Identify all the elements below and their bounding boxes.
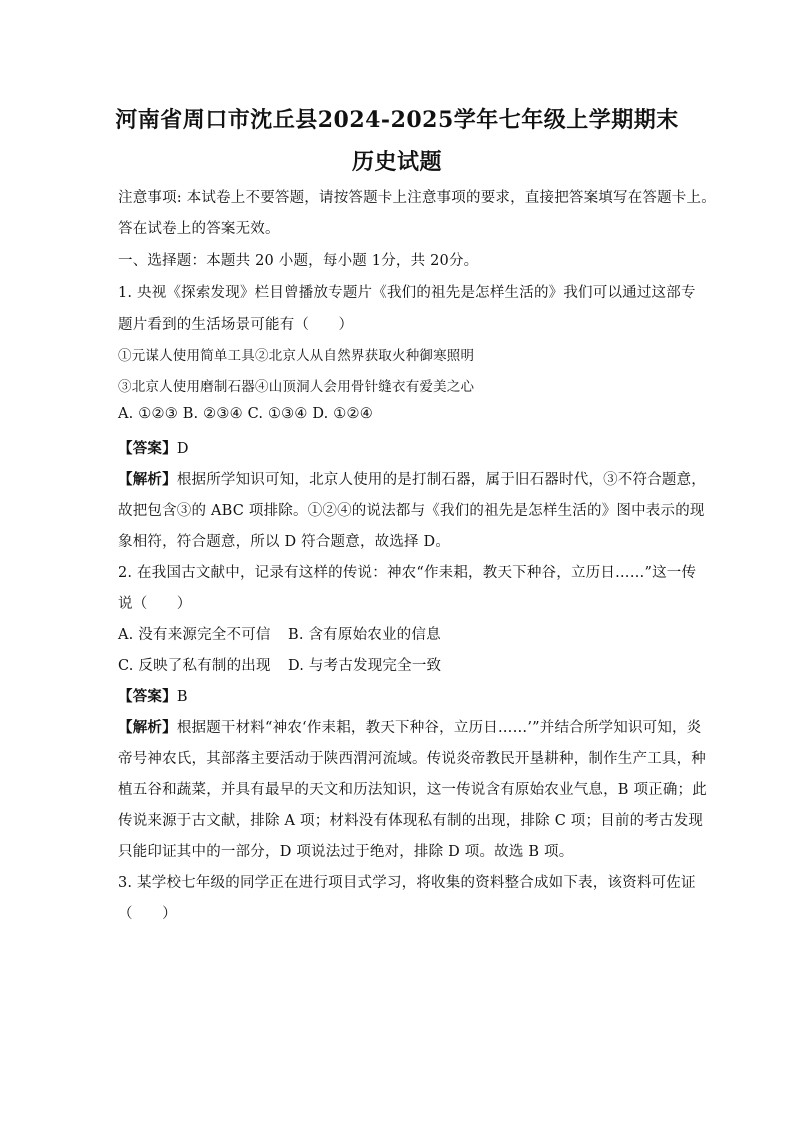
q1-options: A. ①②③ B. ②③④ C. ①③④ D. ①②④	[118, 406, 373, 422]
page-subtitle: 历史试题	[351, 149, 442, 175]
q2-option-c: C. 反映了私有制的出现	[118, 658, 271, 674]
q1-analysis-3: 象相符，符合题意，所以 D 符合题意，故选择 D。	[118, 534, 451, 550]
answer-value: B	[176, 689, 188, 705]
q2-options-row-1	[118, 623, 688, 644]
q2-stem-1: 2. 在我国古文献中，记录有这样的传说：神农“作耒耜，教天下种谷，立历日……”这一传	[118, 565, 697, 581]
notice-line-1: 注意事项: 本试卷上不要答题，请按答题卡上注意事项的要求，直接把答案填写在答题卡上。	[118, 190, 716, 206]
q2-analysis-3: 植五谷和蔬菜，并具有最早的天文和历法知识，这一传说含有原始农业气息，B 项正确；此	[118, 782, 707, 798]
q2-analysis-1	[118, 716, 702, 737]
q1-analysis-2: 故把包含③的 ABC 项排除。①②④的说法都与《我们的祖先是怎样生活的》图中表示的现	[118, 503, 705, 519]
q2-analysis-5: 只能印证其中的一部分，D 项说法过于绝对，排除 D 项。故选 B 项。	[118, 844, 574, 860]
q2-answer	[118, 685, 688, 706]
page-title: 河南省周口市沈丘县2024-2025学年七年级上学期期末	[115, 107, 679, 133]
q1-item-1: ①元谋人使用简单工具②北京人从自然界获取火种御寒照明	[118, 348, 475, 364]
q3-stem-1: 3. 某学校七年级的同学正在进行项目式学习，将收集的资料整合成如下表，该资料可佐证	[118, 875, 696, 891]
q2-analysis-4: 传说来源于古文献，排除 A 项；材料没有体现私有制的出现，排除 C 项；目前的考古发现	[118, 813, 704, 829]
analysis-label: 【解析】	[118, 719, 177, 736]
q2-options-row-2	[118, 654, 688, 675]
analysis-label: 【解析】	[118, 471, 177, 488]
q1-analysis-1	[118, 468, 707, 489]
q1-stem-2: 题片看到的生活场景可能有（ ）	[118, 317, 354, 333]
section-heading: 一、选择题：本题共 20 小题，每小题 1分，共 20分。	[118, 253, 479, 269]
q3-stem-2: （ ）	[118, 906, 177, 922]
answer-value: D	[176, 441, 189, 457]
q2-option-a: A. 没有来源完全不可信	[118, 627, 271, 643]
notice-line-2: 答在试卷上的答案无效。	[118, 221, 280, 237]
q1-answer	[118, 437, 688, 458]
q2-analysis-2: 帝号神农氏，其部落主要活动于陕西渭河流域。传说炎帝教民开垦耕种，制作生产工具，种	[118, 751, 706, 767]
q1-item-2: ③北京人使用磨制石器④山顶洞人会用骨针缝衣有爱美之心	[118, 379, 475, 395]
answer-label: 【答案】	[118, 688, 177, 705]
analysis-text: 根据所学知识可知，北京人使用的是打制石器，属于旧石器时代，③不符合题意，	[176, 472, 707, 488]
q2-option-b: B. 含有原始农业的信息	[288, 627, 441, 643]
answer-label: 【答案】	[118, 440, 177, 457]
q2-option-d: D. 与考古发现完全一致	[288, 658, 442, 674]
q1-stem-1: 1. 央视《探索发现》栏目曾播放专题片《我们的祖先是怎样生活的》我们可以通过这部专	[118, 285, 696, 301]
q2-stem-2: 说（ ）	[118, 596, 192, 612]
analysis-text: 根据题干材料“神农‘作耒耜，教天下种谷，立历日……’”并结合所学知识可知，炎	[176, 720, 702, 736]
